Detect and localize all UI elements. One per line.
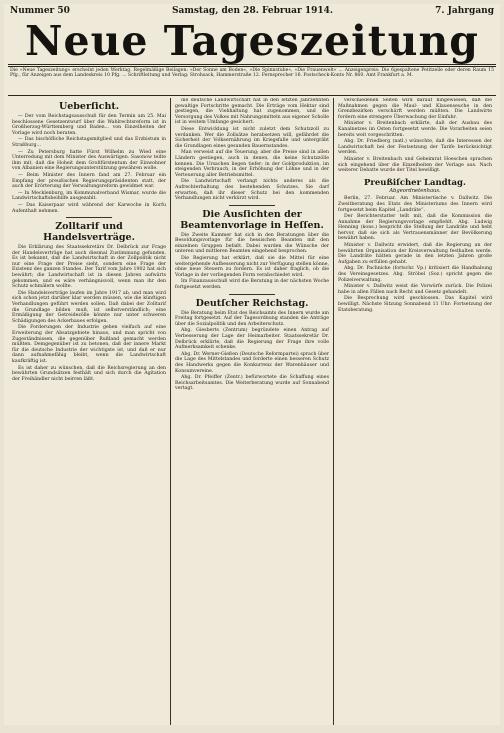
article-paragraph: Die Forderungen der Industrie gehen vielfach auf eine Erweiterung der Absatzgebiete hinaus, und man spricht von Zugeständnissen, die gegenüber Rußland gemacht werden müßten. Demgegenüber ist zu betonen, daß der innere Markt für die deutsche Industrie der wichtigste ist, und daß er nur dann aufnahmefähig bleibt, wenn die Landwirtschaft kaufkräftig ist. (12, 325, 166, 364)
article-paragraph: die deutsche Landwirtschaft hat in den letzten Jahrzehnten gewaltige Fortschritte gemacht. Die Erträge vom Hektar sind gestiegen, die Viehhaltung hat zugenommen, und die Versorgung des Volkes mit Nahrungsmitteln aus eigener Scholle ist in weitem Umfange gesichert. (175, 98, 329, 126)
column-2 (170, 98, 333, 725)
article-headline: Deutſcher Reichstag. (195, 297, 309, 309)
column-3 (333, 98, 496, 725)
article-headline: Ueberſicht. (58, 101, 120, 112)
volume-number: 7. Jahrgang (435, 6, 494, 16)
section-headline: Preußiſcher Landtag. (364, 177, 466, 188)
article-separator (229, 294, 275, 295)
article-paragraph: — Beim Minister des Innern fand am 27. Februar ein Empfang der preußischen Regierungspräsidenten statt, der auch der Erörterung der Verwaltungsreform gewidmet war. (12, 172, 166, 190)
article-paragraph: Die Zweite Kammer hat sich in den Beratungen über die Besoldungsvorlage für die hessischen Beamten mit den einzelnen Gruppen befaßt. Dabei wurden die Wünsche der unteren und mittleren Beamten eingehend besprochen. (175, 232, 329, 255)
article-paragraph: — Der vom Reichstagsausschuß für den Termin am 25. Mai beschlossene Gesetzentwurf über die Wahlrechtsreform ist in Großherzog-Württemberg und Baden... von Einzelheiten der Vorlage wird noch beraten. (12, 114, 166, 136)
issue-date: Samstag, den 28. Februar 1914. (172, 6, 334, 16)
article-paragraph: Diese Entwicklung ist nicht zuletzt dem Schutzzoll zu verdanken. Wer die Zollsätze herabsetzen will, gefährdet die Sicherheit der Volksernährung im Kriegsfalle und untergräbt die Grundlagen eines gesunden Bauernstandes. (175, 126, 329, 149)
masthead-title: Neue Tageszeitung (25, 17, 479, 65)
article-paragraph: Die Handelsverträge laufen im Jahre 1917 ab, und man wird sich schon jetzt darüber klar werden müssen, wie die künftigen Verhandlungen geführt werden sollen. Daß dabei der Zolltarif die Grundlage bilden muß, ist selbstverständlich; eine Ermäßigung der Getreidezölle könnte nur unter schweren Schädigungen des Ackerbaues erfolgen. (12, 290, 166, 324)
article-paragraph: Die Beratung beim Etat des Reichsamts des Innern wurde am Freitag fortgesetzt. Auf der Tagesordnung standen die Anträge über die Sozialpolitik und den Arbeiterschutz. (175, 310, 329, 327)
article-paragraph: Die Besprechung wird geschlossen. Das Kapitel wird bewilligt. Nächste Sitzung Sonnabend 11 Uhr: Fortsetzung der Etatsberatung. (338, 296, 492, 313)
article-paragraph: Abg. Dr. Pfeiffer (Zentr.) befürwortete die Schaffung eines Reichsarbeitsamtes. Die Weiterberatung wurde auf Sonnabend vertagt. (175, 375, 329, 392)
article-separator (229, 205, 275, 206)
article-separator (66, 217, 112, 218)
article-paragraph: Minister v. Dallwitz erwidert, daß die Regierung an der bewährten Organisation der Kreisverwaltung festhalten werde. Die Landräte hätten gerade in den letzten Jahren große Aufgaben zu erfüllen gehabt. (338, 243, 492, 265)
article-paragraph: Die Regierung hat erklärt, daß sie die Mittel für eine weitergehende Aufbesserung nicht zur Verfügung stellen könne, ohne neue Steuern zu fordern. Es ist daher fraglich, ob die Vorlage in der vorliegenden Form verabschiedet wird. (175, 256, 329, 278)
article-headline: Die Ausſichten der Beamtenvorlage in Heſſen. (180, 208, 324, 231)
article-paragraph: Im Finanzausschuß wird die Beratung in der nächsten Woche fortgesetzt werden. (175, 279, 329, 291)
article-paragraph: Berlin, 27. Februar. Am Ministertische v. Dallwitz. Die Zweitberatung des Etats des Ministeriums des Innern wird fortgesetzt beim Kapitel „Landräte“. (338, 196, 492, 213)
article-paragraph: — In Mecklenburg, im Kommunalverband Wismar, wurde die Landwirtschaftsbeihilfe ausgezahlt. (12, 190, 166, 202)
article-paragraph: Minister v. Breitenbach und Geheimrat Hoeschen sprachen sich eingehend über die Einzelheiten der Vorlage aus. Nach weiterer Debatte wurde der Titel bewilligt. (338, 156, 492, 174)
article-paragraph: Der Berichterstatter teilt mit, daß die Kommission die Annahme der Regierungsvorlage empfiehlt. Abg. Ludwig Henning (kons.) bespricht die Stellung der Landräte und hebt hervor, daß sie sich als Vertrauensmänner der Bevölkerung bewährt haben. (338, 214, 492, 242)
article-paragraph: Man verweist auf die Teuerung; aber die Preise sind in allen Ländern gestiegen, auch in denen, die keine Schutzzölle kennen. Die Ursachen liegen tiefer: in der Goldproduktion, im steigenden Verbrauch, in der Erhöhung der Löhne und in der Verteuerung aller Betriebsmittel. (175, 150, 329, 178)
article-paragraph: — Zu Petersburg hatte Fürst Wilhelm zu Wied eine Unterredung mit dem Minister des Auswärtigen. Sasonow teilte ihm mit, daß die Hoheit dem Großfürstentum der Einwohner von Albanien eine Regierungsunterstützung gewähren wolle. (12, 149, 166, 172)
newspaper-page (4, 4, 500, 725)
imprint-rule (8, 95, 496, 96)
column-1 (8, 98, 170, 725)
article-columns (8, 98, 496, 725)
article-paragraph: Abg. Giesberts (Zentrum) begründete einen Antrag auf Verbesserung der Lage der Heimarbeiter. Staatssekretär Dr. Delbrück erklärte, daß die Regierung der Frage ihre volle Aufmerksamkeit schenke. (175, 328, 329, 351)
article-paragraph: Abg. Dr. Werner-Gießen (Deutsche Reformpartei) sprach über die Lage des Mittelstandes und forderte einen besseren Schutz des Handwerks gegen die Konkurrenz der Warenhäuser und Konsumvereine. (175, 351, 329, 374)
article-paragraph: Es ist daher zu wünschen, daß die Reichsregierung an den bewährten Grundsätzen festhält und sich durch die Agitation der Freihändler nicht beirren läßt. (12, 365, 166, 382)
issue-number: Nummer 50 (10, 6, 70, 16)
section-subtitle: Abgeordnetenhaus. (389, 187, 441, 194)
article-paragraph: verschiedenen Seiten wird darauf hingewiesen, daß die Maßnahmen gegen die Maul- und Klauenseuche in den Grenzbezirken verschärft werden müßten. Die Landwirte fordern eine strengere Überwachung der Einfuhr. (338, 98, 492, 120)
article-headline: Zolltarif und Handelsverträge. (43, 221, 135, 244)
article-paragraph: Die Erklärung des Staatssekretärs Dr. Delbrück zur Frage der Handelsverträge hat auch diesmal Zustimmung gefunden. Es ist bekannt, daß die Landwirtschaft in der Zollpolitik nicht nur eine Frage der Preise sieht, sondern eine Frage der Existenz des ganzen Standes. Der Tarif vom Jahre 1902 hat sich bewährt; die Landwirtschaft ist in diesen Jahren aufwärts gekommen, und es wäre verhängnisvoll, wenn man ihr den Schutz schmälern wollte. (12, 245, 166, 290)
article-paragraph: Minister v. Breitenbach erklärte, daß der Ausbau des Kanalnetzes im Osten fortgesetzt werde. Die Vorarbeiten seien bereits weit vorgeschritten. (338, 121, 492, 138)
article-paragraph: Minister v. Dallwitz weist die Vorwürfe zurück. Die Polizei habe in allen Fällen nach Recht und Gesetz gehandelt. (338, 284, 492, 295)
dateline (4, 4, 500, 18)
article-paragraph: Die Landwirtschaft verlangt nichts anderes als die Aufrechterhaltung des bestehenden Schutzes. Sie darf erwarten, daß ihr dieser Schutz bei den kommenden Verhandlungen nicht verkürzt wird. (175, 179, 329, 202)
article-paragraph: — Das bischöfliche Reichstagsmitglied und das Erzbistum in Straßburg... (12, 137, 166, 148)
article-paragraph: Abg. Dr. Pachnicke (fortschr. Vp.) kritisiert die Handhabung des Vereinsgesetzes. Abg. Ströbel (Soz.) spricht gegen die Polizeiverwaltung. (338, 266, 492, 283)
imprint-text: Die »Neue Tageszeitung« erscheint jeden Werktag. Regelmäßige Beilagen: »Der Sonne am Boden«, »Die Spinnstube«, »Die Frauenwelt« ... Anzeigenpreis: Die 6gespaltene Petitzeile oder deren Raum 15 Pfg., für Anzeigen aus dem Landeskreis 10 Pfg. ... Schriftleitung und Verlag: Strohsack, Hammerstraße 12. Fernsprecher 16. Postscheck-Konto Nr. 860. Amt Frankfurt a. M. (10, 68, 494, 79)
article-paragraph: — Das Kaiserpaar wird während der Karwoche in Korfu Aufenthalt nehmen. (12, 202, 166, 214)
article-paragraph: Abg. Dr. Friedberg (natl.) wünschte, daß die Interessen der Landwirtschaft bei der Festsetzung der Tarife berücksichtigt werden. (338, 139, 492, 156)
